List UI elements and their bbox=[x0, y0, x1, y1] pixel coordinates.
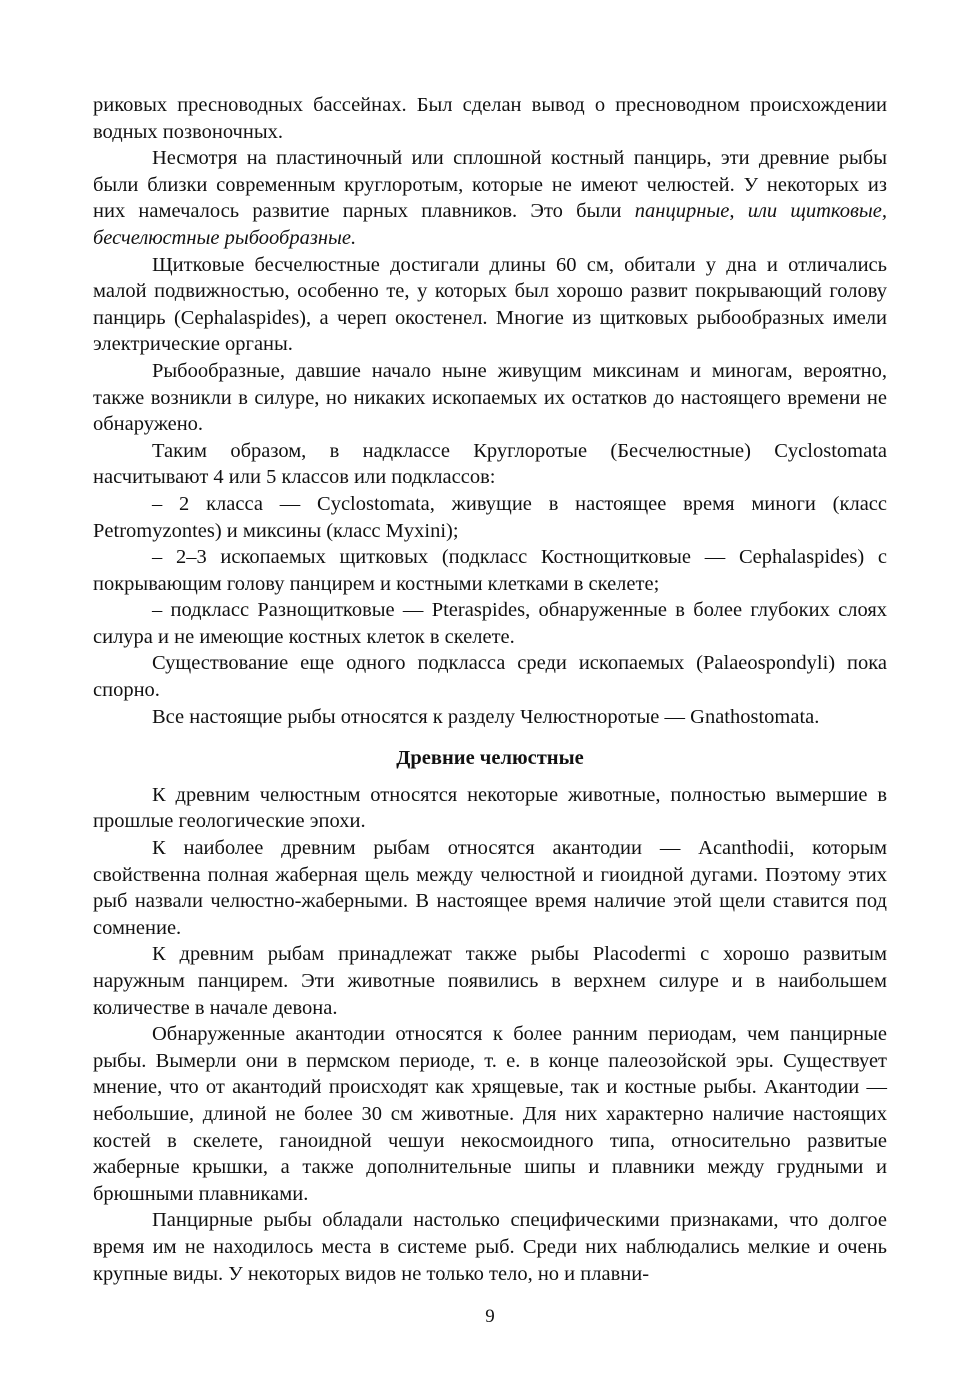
section-heading: Древние челюстные bbox=[396, 747, 584, 770]
paragraph-cyclostomata-summary: Таким образом, в надклассе Круглоротые (Бесчелюстные) Cyclostomata насчитывают 4 или 5 классов или подклассов: bbox=[93, 439, 887, 489]
list-item-cephalaspides: – 2–3 ископаемых щитковых (подкласс Костнощитковые — Cephalaspides) с покрывающим голову панцирем и костными клетками в скелете; bbox=[93, 546, 887, 595]
paragraph-palaeospondyli: Существование еще одного подкласса среди ископаемых (Palaeospondyli) пока спорно. bbox=[93, 652, 887, 702]
paragraph-acanthodii: К наиболее древним рыбам относятся акантодии — Acanthodii, которым свойственна полная жаберная щель между челюстной и гиоидной дугами. Поэтому этих рыб назвали челюстно-жаберными. В настоящее время наличие этой щели ставится под сомнение. bbox=[93, 837, 887, 939]
list-item-pteraspides: – подкласс Разнощитковые — Pteraspides, обнаруженные в более глубоких слоях силура и не имеющие костных клеток в скелете. bbox=[93, 599, 887, 648]
paragraph-continuation: риковых пресноводных бассейнах. Был сделан вывод о пресноводном происхождении водных позвоночных. bbox=[93, 94, 887, 143]
paragraph-shield-jawless: Щитковые бесчелюстные достигали длины 60 см, обитали у дна и отличались малой подвижностью, особенно те, у которых был хорошо развит покрывающий голову панцирь (Cephalaspides), а череп окостенел. Многие из щитковых рыбообразных имели электрические органы. bbox=[93, 253, 887, 356]
paragraph-ancient-jawed: К древним челюстным относятся некоторые животные, полностью вымершие в прошлые геологические эпохи. bbox=[93, 783, 887, 833]
paragraph-armored-fish: Панцирные рыбы обладали настолько специфическими признаками, что долгое время им не находилось места в системе рыб. Среди них наблюдались мелкие и очень крупные виды. У некоторых видов не только тело, но и плавни- bbox=[93, 1209, 887, 1285]
page-body bbox=[93, 92, 887, 1287]
paragraph-fishlike-origin: Рыбообразные, давшие начало ныне живущим миксинам и миногам, вероятно, также возникли в силуре, но никаких ископаемых их остатков до настоящего времени не обнаружено. bbox=[93, 359, 887, 436]
italic-term: панцирные, или щитковые, бесчелюстные рыбообразные. bbox=[93, 200, 888, 249]
paragraph-gnathostomata: Все настоящие рыбы относятся к разделу Челюстноротые — Gnathostomata. bbox=[152, 705, 820, 728]
paragraph-acanthodii-details: Обнаруженные акантодии относятся к более ранним периодам, чем панцирные рыбы. Вымерли они в пермском периоде, т. е. в конце палеозойской эры. Существует мнение, что от акантодий происходят как хрящевые, так и костные рыбы. Акантодии — небольшие, длиной не более 30 см животные. Для них характерно наличие настоящих костей в скелете, ганоидной чешуи некосмоидного типа, относительно развитые жаберные крышки, а также дополнительные шипы и плавники между грудными и брюшными плавниками. bbox=[93, 1023, 887, 1205]
page-number: 9 bbox=[485, 1306, 495, 1327]
list-item-cyclostomata: – 2 класса — Cyclostomata, живущие в настоящее время миноги (класс Petromyzontes) и миксины (класс Myxini); bbox=[93, 492, 887, 542]
paragraph-armor-intro-text: Несмотря на пластиночный или сплошной костный панцирь, эти древние рыбы были близки современным круглоротым, которые не имеют челюстей. У некоторых из них намечалось развитие парных плавников. Это были bbox=[93, 147, 887, 223]
paragraph-armor-intro bbox=[93, 145, 887, 251]
paragraph-placodermi: К древним рыбам принадлежат также рыбы Placodermi с хорошо развитым наружным панцирем. Эти животные появились в верхнем силуре и в наибольшем количестве в начале девона. bbox=[93, 943, 887, 1019]
